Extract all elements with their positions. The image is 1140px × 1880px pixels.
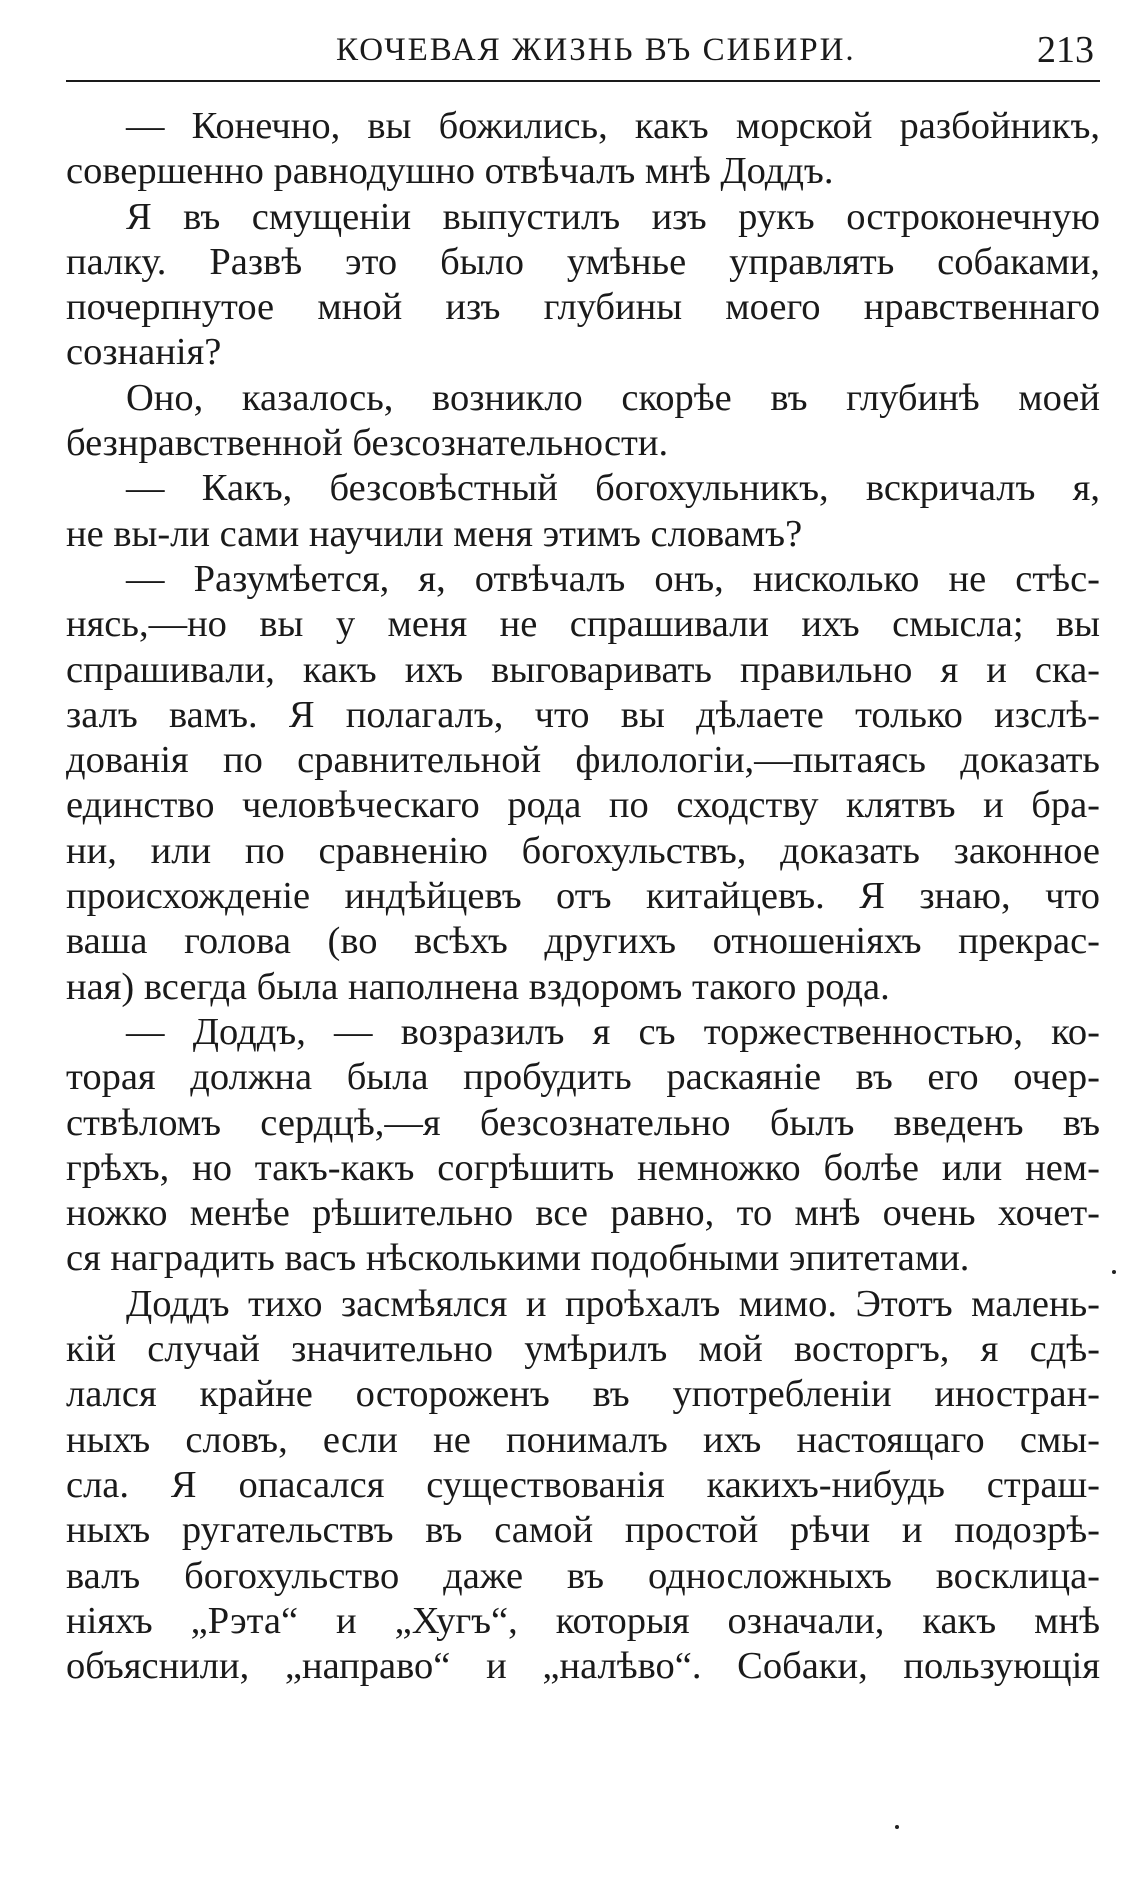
text-line: объяснили, „направо“ и „налѣво“. Собаки, пользующія bbox=[66, 1645, 1100, 1688]
text-line: почерпнутое мной изъ глубины моего нравственнаго bbox=[66, 286, 1100, 329]
text-line: ніяхъ „Рэта“ и „Хугъ“, которыя означали, какъ мнѣ bbox=[66, 1599, 1100, 1642]
running-title: КОЧЕВАЯ ЖИЗНЬ ВЪ СИБИРИ. bbox=[336, 32, 856, 68]
page-header bbox=[66, 28, 1100, 82]
text-line: сла. Я опасался существованія какихъ-нибудь страш- bbox=[66, 1463, 1100, 1506]
text-line: безнравственной безсознательности. bbox=[66, 422, 669, 465]
text-line: Я въ смущеніи выпустилъ изъ рукъ остроконечную bbox=[126, 195, 1100, 238]
text-line: ствѣломъ сердцѣ,—я безсознательно былъ введенъ въ bbox=[66, 1101, 1100, 1144]
text-line: не вы-ли сами научили меня этимъ словамъ? bbox=[66, 512, 803, 555]
text-line: совершенно равнодушно отвѣчалъ мнѣ Доддъ. bbox=[66, 150, 834, 193]
text-line: ни, или по сравненію богохульствъ, доказать законное bbox=[66, 829, 1100, 872]
text-line: ная) всегда была наполнена вздоромъ такого рода. bbox=[66, 965, 890, 1008]
text-line: сознанія? bbox=[66, 331, 222, 374]
text-line: ся наградить васъ нѣсколькими подобными эпитетами. bbox=[66, 1237, 970, 1280]
text-line: ножко менѣе рѣшительно все равно, то мнѣ очень хочет- bbox=[66, 1192, 1100, 1235]
text-line: лался крайне остороженъ въ употребленіи иностран- bbox=[66, 1373, 1100, 1416]
print-speck bbox=[1112, 1270, 1116, 1274]
text-line: — Конечно, вы божились, какъ морской разбойникъ, bbox=[126, 105, 1100, 147]
text-line: единство человѣческаго рода по сходству клятвъ и бра- bbox=[66, 784, 1100, 827]
text-line: нясь,—но вы у меня не спрашивали ихъ смысла; вы bbox=[66, 603, 1100, 646]
text-line: торая должна была пробудить раскаяніе въ его очер- bbox=[66, 1056, 1100, 1099]
text-line: валъ богохульство даже въ односложныхъ восклица- bbox=[66, 1554, 1100, 1597]
text-line: ныхъ ругательствъ въ самой простой рѣчи и подозрѣ- bbox=[66, 1509, 1100, 1552]
text-line: происхожденіе индѣйцевъ отъ китайцевъ. Я знаю, что bbox=[66, 875, 1100, 918]
print-speck bbox=[895, 1825, 899, 1829]
text-line: ныхъ словъ, если не понималъ ихъ настоящаго смы- bbox=[66, 1418, 1100, 1461]
text-line: палку. Развѣ это было умѣнье управлять собаками, bbox=[66, 240, 1100, 283]
text-line: Доддъ тихо засмѣялся и проѣхалъ мимо. Этотъ малень- bbox=[126, 1282, 1100, 1325]
text-line: — Разумѣется, я, отвѣчалъ онъ, нисколько не стѣс- bbox=[126, 557, 1100, 600]
text-line: ваша голова (во всѣхъ другихъ отношеніяхъ прекрас- bbox=[66, 920, 1100, 963]
text-line: кій случай значительно умѣрилъ мой восторгъ, я сдѣ- bbox=[66, 1328, 1100, 1371]
text-line: спрашивали, какъ ихъ выговаривать правильно я и ска- bbox=[66, 648, 1100, 691]
page-number: 213 bbox=[1037, 29, 1094, 71]
text-line: грѣхъ, но такъ-какъ согрѣшить немножко болѣе или нем- bbox=[66, 1146, 1100, 1189]
text-line: — Какъ, безсовѣстный богохульникъ, вскричалъ я, bbox=[126, 467, 1100, 510]
text-line: залъ вамъ. Я полагалъ, что вы дѣлаете только изслѣ- bbox=[66, 693, 1100, 736]
text-line: дованія по сравнительной филологіи,—пытаясь доказать bbox=[66, 739, 1100, 782]
body-text bbox=[66, 104, 1100, 1689]
text-line: Оно, казалось, возникло скорѣе въ глубинѣ моей bbox=[126, 376, 1100, 419]
text-line: — Доддъ, — возразилъ я съ торжественностью, ко- bbox=[126, 1010, 1100, 1053]
